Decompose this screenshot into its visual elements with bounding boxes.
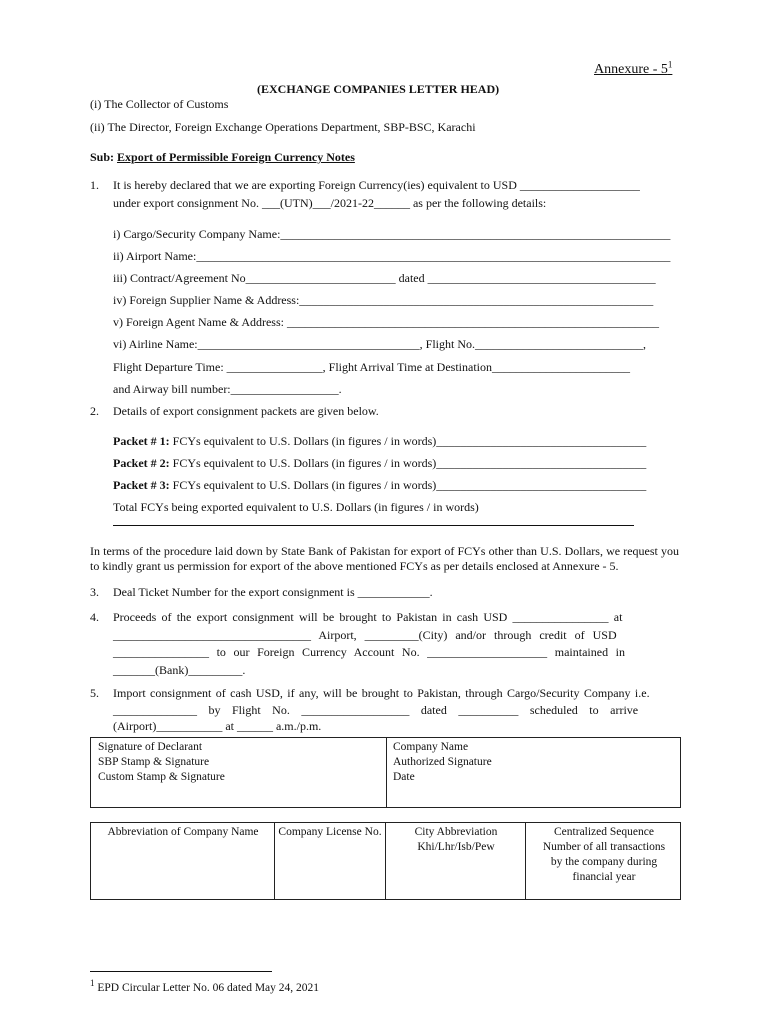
packet-1: Packet # 1: FCYs equivalent to U.S. Dollars (in figures / in words)___________________________________ (113, 434, 647, 448)
codes-col-2 (275, 823, 386, 899)
sbp-stamp-signature: SBP Stamp & Signature (98, 756, 210, 768)
detail-flight-times: Flight Departure Time: ________________, Flight Arrival Time at Destination_______________________ (113, 360, 631, 374)
detail-airline: vi) Airline Name:_____________________________________, Flight No.____________________________, (113, 337, 646, 351)
authorized-signature-label: Authorized Signature (393, 756, 492, 768)
para2-number: 2. (90, 404, 99, 418)
request-paragraph: In terms of the procedure laid down by State Bank of Pakistan for export of FCYs other than U.S. Dollars, we request you to kindly grant us permission for export of the above mentioned FCYs as per details enclosed at Annexure - 5. (90, 544, 679, 573)
footnote-separator (90, 971, 272, 972)
total-fcys: Total FCYs being exported equivalent to U.S. Dollars (in figures / in words) (113, 500, 479, 514)
footnote: $^1$ EPD Circular Letter No. 06 dated May 24, 2021 (90, 978, 320, 994)
codes-table (90, 822, 681, 900)
para2-text: Details of export consignment packets are given below. (113, 404, 379, 418)
para5-line2: ______________ by Flight No. __________________ dated __________ scheduled to arrive (113, 703, 639, 717)
annexure-label: Annexure - $5^1$ (594, 59, 673, 77)
addressee-2: (ii) The Director, Foreign Exchange Operations Department, SBP-BSC, Karachi (90, 120, 476, 134)
company-license-header: Company License No. (278, 826, 382, 838)
signature-box (90, 737, 681, 808)
codes-col-1 (91, 823, 275, 899)
signature-box-left (91, 738, 387, 807)
para4-line3: ________________ to our Foreign Currency Account No. ____________________ maintained in (113, 645, 626, 659)
detail-foreign-supplier: iv) Foreign Supplier Name & Address:___________________________________________________________ (113, 293, 654, 307)
para5-line1: Import consignment of cash USD, if any, will be brought to Pakistan, through Cargo/Security Company i.e. (113, 686, 650, 700)
para1-line1: It is hereby declared that we are exporting Foreign Currency(ies) equivalent to USD ____________________ (113, 178, 640, 192)
para4-line4: _______(Bank)_________. (113, 663, 246, 677)
deal-ticket-line: Deal Ticket Number for the export consignment is ____________. (113, 585, 433, 599)
detail-foreign-agent: v) Foreign Agent Name & Address: ______________________________________________________________ (113, 315, 659, 329)
centralized-sequence-header: Centralized Sequence Number of all transactions by the company during financial year (542, 826, 666, 883)
company-abbreviation-header: Abbreviation of Company Name (107, 826, 259, 838)
para1-line2: under export consignment No. ___(UTN)___/2021-22______ as per the following details: (113, 196, 547, 210)
subject-line: Sub: Export of Permissible Foreign Currency Notes (90, 150, 355, 164)
para4-line1: Proceeds of the export consignment will be brought to Pakistan in cash USD ________________ at (113, 610, 623, 624)
packet-2: Packet # 2: FCYs equivalent to U.S. Dollars (in figures / in words)___________________________________ (113, 456, 647, 470)
addressee-1: (i) The Collector of Customs (90, 97, 229, 111)
date-label: Date (393, 771, 415, 783)
detail-contract: iii) Contract/Agreement No_________________________ dated ______________________________________ (113, 271, 656, 285)
codes-col-3 (386, 823, 526, 899)
detail-airway-bill: and Airway bill number:__________________. (113, 382, 342, 396)
custom-stamp-signature: Custom Stamp & Signature (98, 771, 225, 783)
para4-number: 4. (90, 610, 99, 624)
letterhead-title: (EXCHANGE COMPANIES LETTER HEAD) (257, 82, 500, 96)
detail-airport: ii) Airport Name:_______________________________________________________________________________ (113, 249, 671, 263)
para4-line2: _________________________________ Airport, _________(City) and/or through credit of USD (113, 628, 617, 642)
company-name-label: Company Name (393, 741, 469, 753)
para3-number: 3. (90, 585, 99, 599)
total-fcys-line (113, 525, 634, 526)
para5-number: 5. (90, 686, 99, 700)
packet-3: Packet # 3: FCYs equivalent to U.S. Dollars (in figures / in words)___________________________________ (113, 478, 647, 492)
city-abbreviation-header: City Abbreviation Khi/Lhr/Isb/Pew (414, 826, 498, 853)
detail-cargo-company: i) Cargo/Security Company Name:_________________________________________________________________ (113, 227, 671, 241)
signature-declarant: Signature of Declarant (98, 741, 203, 753)
para1-number: 1. (90, 178, 99, 192)
para5-line3: (Airport)___________ at ______ a.m./p.m. (113, 719, 322, 733)
